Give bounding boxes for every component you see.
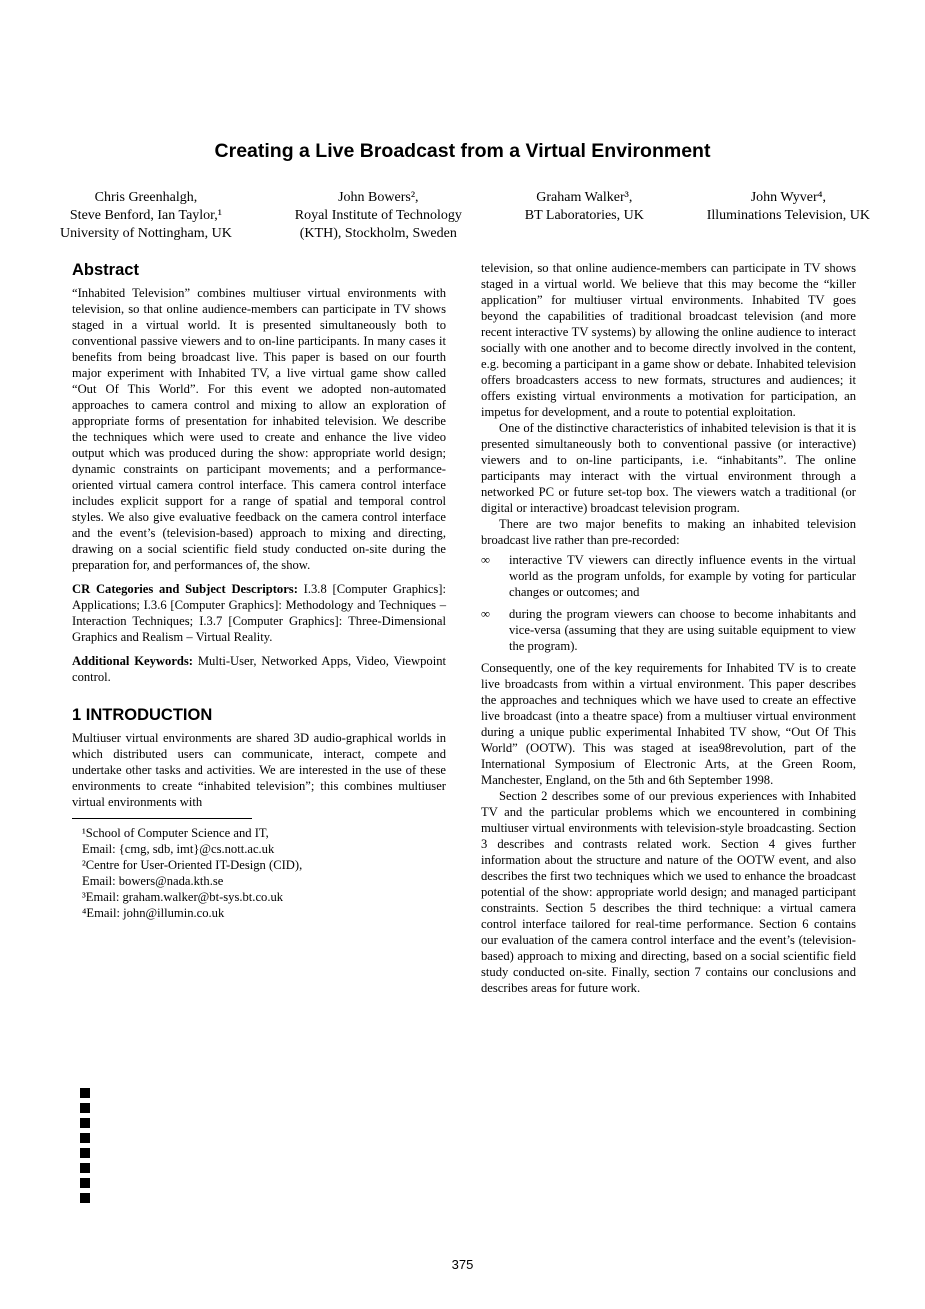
bullet-item: ∞ during the program viewers can choose to become inhabitants and vice-versa (assuming that they are using suitable equipment to view the program). — [481, 607, 856, 653]
infinity-bullet-icon: ∞ — [481, 553, 490, 567]
keywords — [72, 653, 446, 685]
right-column — [481, 260, 856, 996]
author-1: Chris Greenhalgh, Steve Benford, Ian Taylor,¹ University of Nottingham, UK — [60, 190, 232, 241]
footnote: ³Email: graham.walker@bt-sys.bt.co.uk — [82, 890, 284, 904]
author-block — [60, 189, 870, 243]
body-paragraph: There are two major benefits to making an inhabited television broadcast live rather than pre-recorded: — [481, 517, 856, 547]
author-2: John Bowers², Royal Institute of Technology (KTH), Stockholm, Sweden — [294, 190, 462, 241]
keywords-label: Additional Keywords: — [72, 654, 194, 668]
infinity-bullet-icon: ∞ — [481, 607, 490, 621]
body-paragraph: Section 2 describes some of our previous experiences with Inhabited TV and the particular problems which we encountered in combining multiuser virtual environments with television-style broadcasting. Section 3 describes and contrasts related work. Section 4 gives further information about the structure and nature of the OOTW event, and also describes the first two techniques which we used to enhance the broadcast potential of the show: appropriate world design; and managed participant constraints. Section 5 describes the third technique: a virtual camera control interface tailored for real-time performance. Section 6 contains our evaluation of the camera control interface and the event’s (television-based) approach to mixing and directing, based on a social scientific field study conducted on-site. Finally, section 7 contains our conclusions and describes areas for future work. — [481, 789, 856, 995]
body-paragraph: television, so that online audience-members can participate in TV shows staged in a virtual world. We believe that this may become the “killer application” for multiuser virtual environments. Inhabited TV goes beyond the capabilities of traditional broadcast television (and more recent interactive TV systems) by allowing the online audience to interact socially with one another and to become directly involved in the content, e.g. becoming a participant in a game show or debate. Inhabited television offers broadcasters access to new formats, structures and audiences; it offers existing virtual environments a motivation for participation, an impetus for development, and a route to potential exploitation. — [481, 261, 856, 419]
body-paragraph: Consequently, one of the key requirements for Inhabited TV is to create live broadcasts from within a virtual environment. This paper describes the approaches and techniques which we have used to create an effective live broadcast (into a theatre space) from a multiuser virtual environment during a unique public experimental Inhabited TV show, “Out Of This World” (OOTW). This was staged at isea98revolution, part of the International Symposium of Electronic Arts, at the Green Room, Manchester, England, on the 5th and 6th September 1998. — [481, 661, 856, 787]
keywords-text: Multi-User, Networked Apps, Video, Viewpoint control. — [72, 654, 446, 684]
bullet-item: ∞ interactive TV viewers can directly influence events in the virtual world as the program unfolds, for example by voting for particular changes or outcomes; and — [481, 553, 856, 599]
footnote: ²Centre for User-Oriented IT-Design (CID), — [82, 858, 303, 872]
abstract-heading: Abstract — [72, 261, 139, 279]
intro-paragraph: Multiuser virtual environments are shared 3D audio-graphical worlds in which distributed users can communicate, interact, compete and undertake other tasks and activities. We are interested in the use of these environments to create “inhabited television”; this combines multiuser virtual environments with — [72, 731, 446, 809]
cr-text: I.3.8 [Computer Graphics]: Applications; I.3.6 [Computer Graphics]: Methodology and Techniques – Interaction Techniques; I.3.7 [Computer Graphics]: Three-Dimensional Graphics and Realism – Virtual Reality. — [72, 582, 446, 644]
cr-categories — [72, 581, 446, 645]
footnote: ⁴Email: john@illumin.co.uk — [82, 906, 225, 920]
author-4: John Wyver⁴, Illuminations Television, UK — [706, 190, 870, 223]
footnote-divider — [72, 818, 252, 819]
cr-label: CR Categories and Subject Descriptors: — [72, 582, 298, 596]
abstract-text: “Inhabited Television” combines multiuser virtual environments with television, so that online audience-members can participate in TV shows staged in a virtual world. It is presented simultaneously both to conventional passive viewers and to on-line participants. In many cases it benefits from being broadcast live. This paper is based on our fourth major experiment with Inhabited TV, a live virtual game show called “Out Of This World”. For this event we adopted non-automated approaches to camera control and mixing to allow an exploration of appropriate forms of presentation for inhabited television. We describe the techniques which were used to create and enhance the live video output which was produced during the show: appropriate world design; dynamic constraints on participant movements; and a performance-oriented virtual camera control interface. This camera control interface includes explicit support for a range of spatial and temporal control styles. We also give evaluative feedback on the camera control interface and the event’s (television-based) approach to mixing and directing, drawing on a social scientific field study conducted on-site during the preparation for, and performances of, the show. — [72, 286, 446, 572]
body-paragraph: One of the distinctive characteristics of inhabited television is that it is presented simultaneously both to conventional passive (or interactive) viewers and to on-line participants, i.e. “inhabitants”. The online participants may interact with the virtual environment through a networked PC or future set-top box. The viewers watch a traditional (or digital or interactive) broadcast television program. — [481, 421, 856, 515]
page-number: 375 — [451, 1257, 474, 1272]
author-3: Graham Walker³, BT Laboratories, UK — [524, 190, 644, 223]
intro-heading: 1 INTRODUCTION — [72, 706, 213, 724]
paper-title: Creating a Live Broadcast from a Virtual Environment — [214, 140, 711, 162]
scan-artifact-marks — [80, 1088, 92, 1208]
footnote: ¹School of Computer Science and IT, — [82, 826, 269, 840]
footnote: Email: {cmg, sdb, imt}@cs.nott.ac.uk — [82, 842, 275, 856]
left-column — [72, 260, 446, 921]
footnote: Email: bowers@nada.kth.se — [82, 874, 224, 888]
